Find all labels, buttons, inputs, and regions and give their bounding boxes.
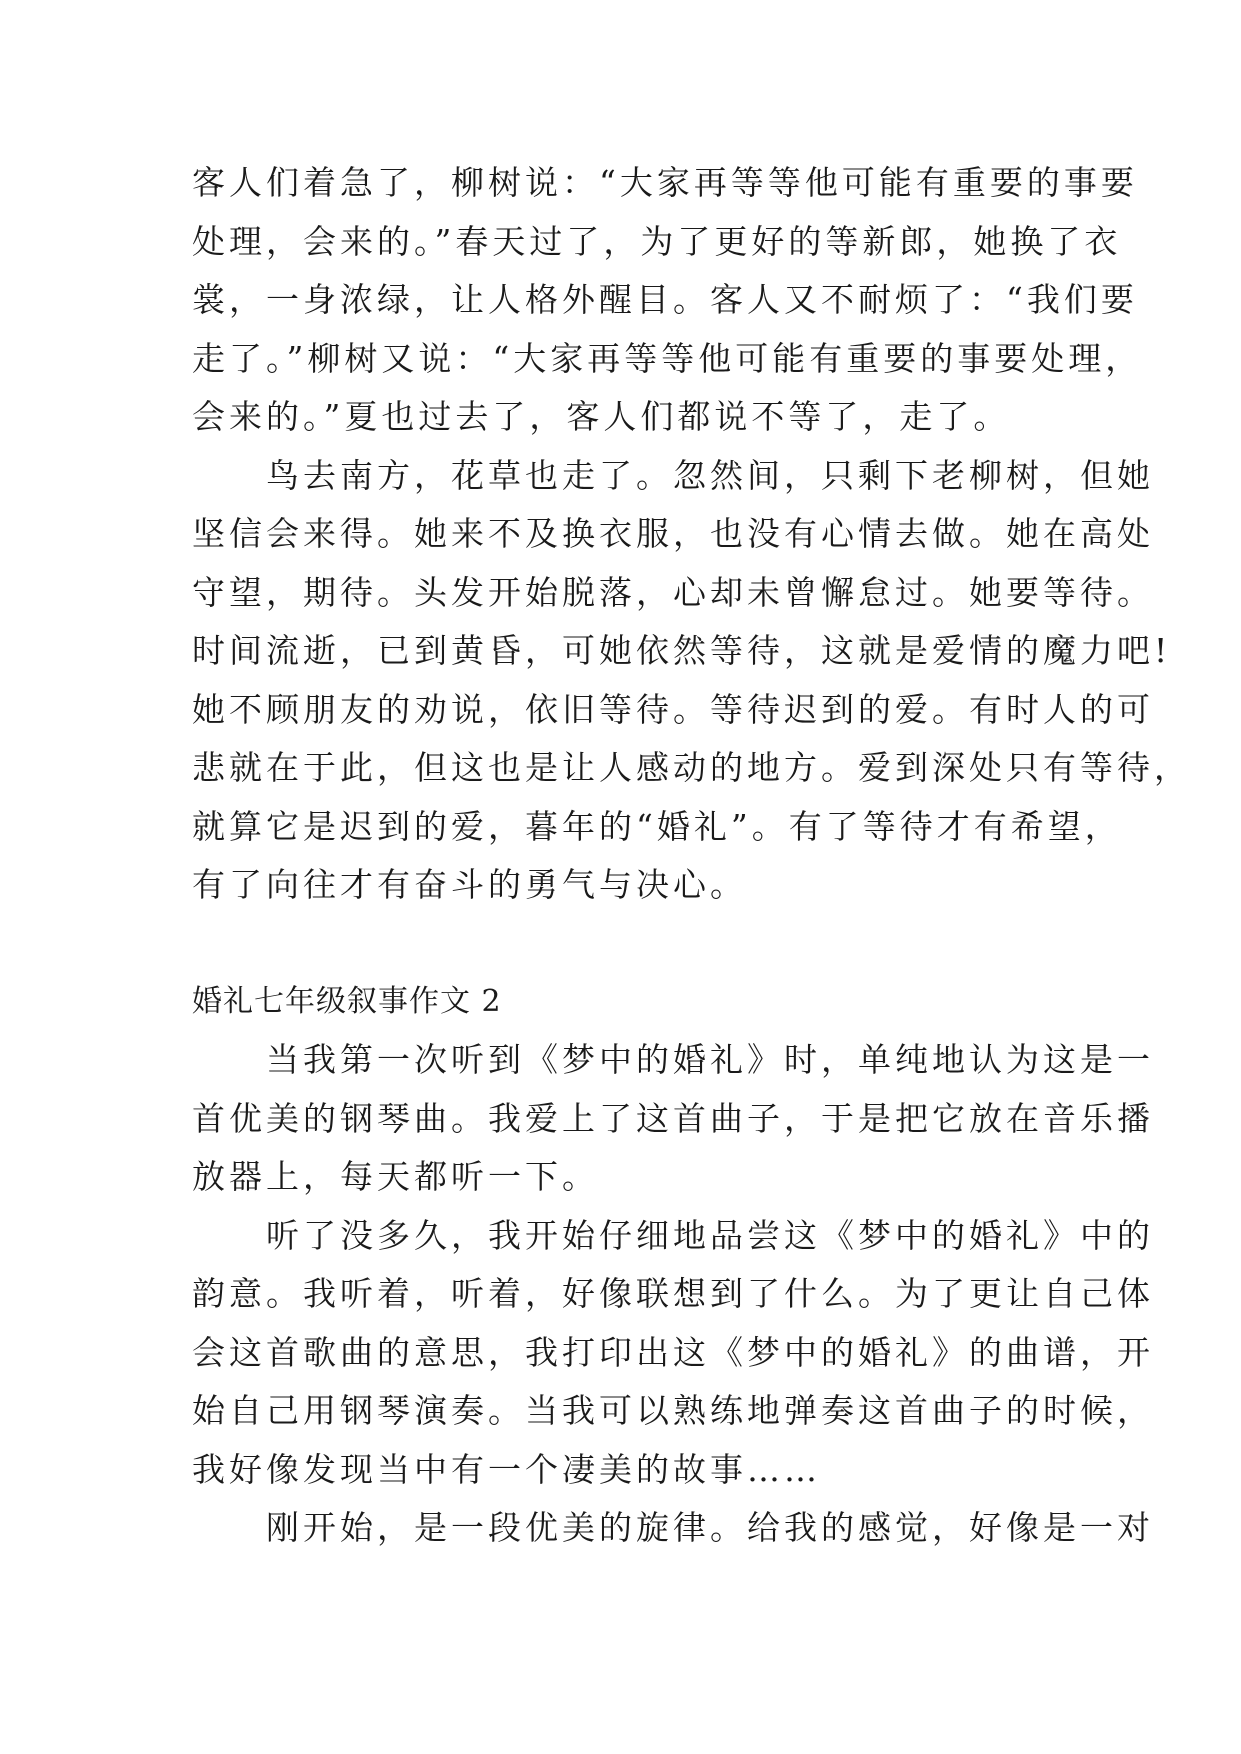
paragraph-line: 悲就在于此，但这也是让人感动的地方。爱到深处只有等待， <box>192 748 1191 787</box>
paragraph-line: 有了向往才有奋斗的勇气与决心。 <box>192 865 747 904</box>
paragraph-line: 首优美的钢琴曲。我爱上了这首曲子，于是把它放在音乐播 <box>192 1099 1154 1138</box>
paragraph-line: 当我第一次听到《梦中的婚礼》时，单纯地认为这是一 <box>192 1040 1154 1079</box>
paragraph-line: 听了没多久，我开始仔细地品尝这《梦中的婚礼》中的 <box>192 1216 1154 1255</box>
paragraph-line: 鸟去南方，花草也走了。忽然间，只剩下老柳树，但她 <box>192 456 1154 495</box>
paragraph-line: 韵意。我听着，听着，好像联想到了什么。为了更让自己体 <box>192 1274 1154 1313</box>
paragraph-line: 放器上，每天都听一下。 <box>192 1157 599 1196</box>
paragraph-line: 她不顾朋友的劝说，依旧等待。等待迟到的爱。有时人的可 <box>192 690 1154 729</box>
paragraph-line: 裳，一身浓绿，让人格外醒目。客人又不耐烦了：“我们要 <box>192 280 1138 319</box>
paragraph-line: 走了。”柳树又说：“大家再等等他可能有重要的事要处理， <box>192 339 1143 378</box>
paragraph-line: 守望，期待。头发开始脱落，心却未曾懈怠过。她要等待。 <box>192 573 1154 612</box>
paragraph-line: 刚开始，是一段优美的旋律。给我的感觉，好像是一对 <box>192 1508 1154 1547</box>
paragraph-line: 就算它是迟到的爱，暮年的“婚礼”。有了等待才有希望， <box>192 807 1122 846</box>
paragraph-line: 处理，会来的。”春天过了，为了更好的等新郎，她换了衣 <box>192 222 1122 261</box>
section-title: 婚礼七年级叙事作文 2 <box>192 984 502 1019</box>
paragraph-line: 坚信会来得。她来不及换衣服，也没有心情去做。她在高处 <box>192 514 1154 553</box>
paragraph-line: 客人们着急了，柳树说：“大家再等等他可能有重要的事要 <box>192 163 1138 202</box>
paragraph-line: 我好像发现当中有一个凄美的故事…… <box>192 1450 821 1489</box>
paragraph-line: 会这首歌曲的意思，我打印出这《梦中的婚礼》的曲谱，开 <box>192 1333 1154 1372</box>
paragraph-line: 始自己用钢琴演奏。当我可以熟练地弹奏这首曲子的时候， <box>192 1391 1154 1430</box>
paragraph-line: 会来的。”夏也过去了，客人们都说不等了，走了。 <box>192 397 1011 436</box>
paragraph-line: 时间流逝，已到黄昏，可她依然等待，这就是爱情的魔力吧! <box>192 631 1172 670</box>
